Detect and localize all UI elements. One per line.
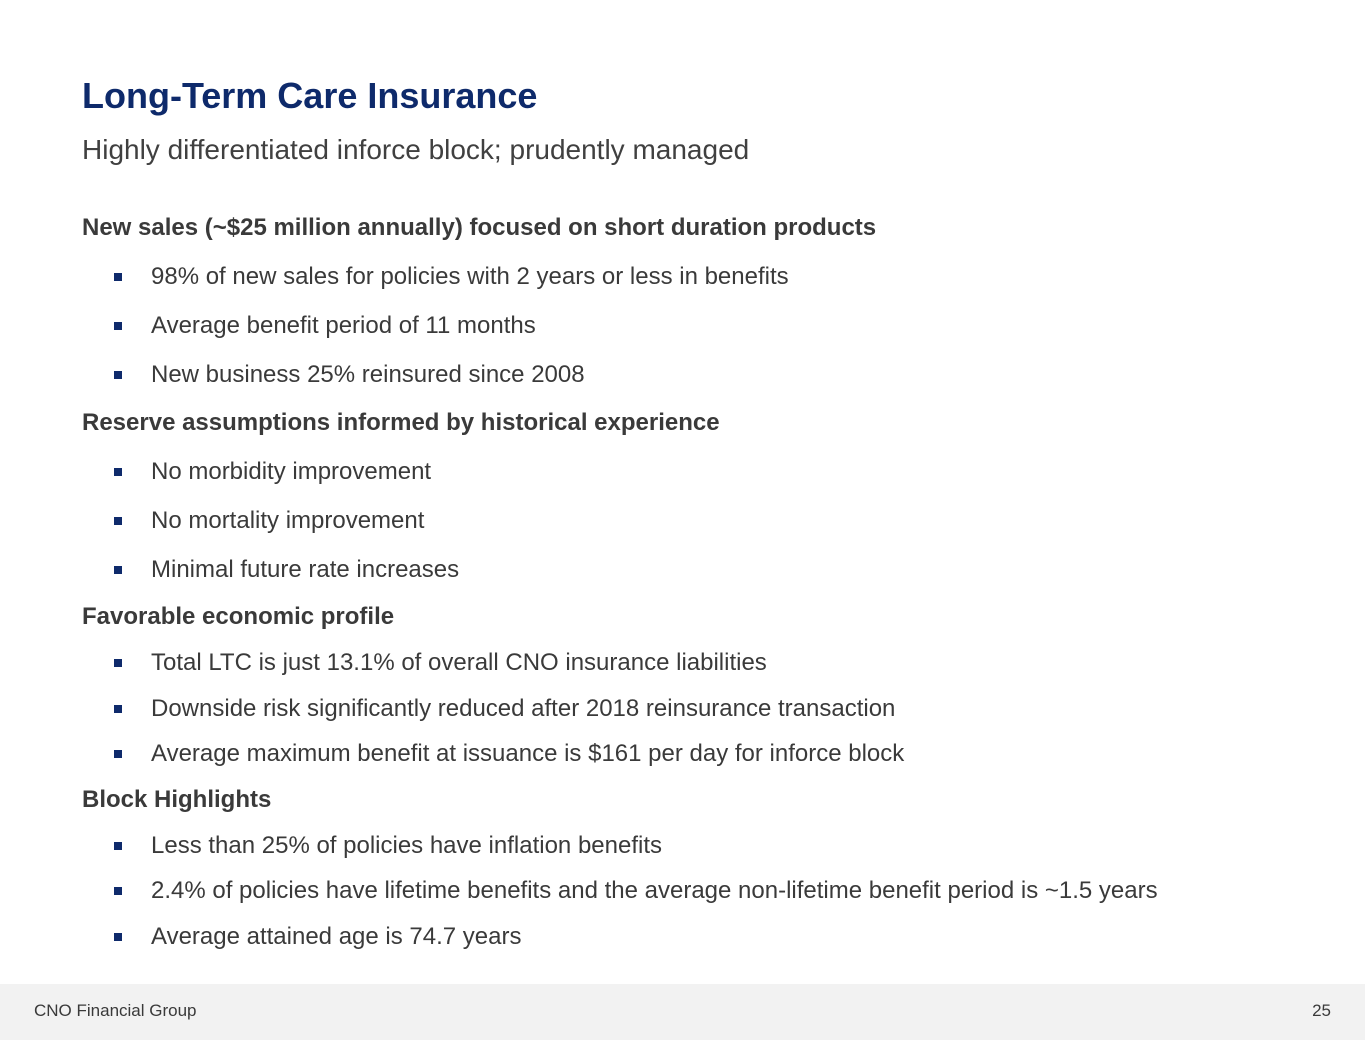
square-bullet-icon bbox=[114, 842, 122, 850]
list-item bbox=[114, 694, 895, 724]
page-number: 25 bbox=[1312, 1001, 1331, 1020]
square-bullet-icon bbox=[114, 705, 122, 713]
footer-bar bbox=[0, 984, 1365, 1040]
list-item-text: 98% of new sales for policies with 2 years or less in benefits bbox=[151, 263, 789, 290]
list-item-text: Downside risk significantly reduced after 2018 reinsurance transaction bbox=[151, 695, 896, 722]
square-bullet-icon bbox=[114, 750, 122, 758]
list-item bbox=[114, 739, 904, 769]
square-bullet-icon bbox=[114, 468, 122, 476]
list-item-text: 2.4% of policies have lifetime benefits and the average non-lifetime benefit period is ~1.5 years bbox=[151, 877, 1158, 904]
list-item bbox=[114, 457, 431, 487]
list-item bbox=[114, 831, 662, 861]
section-heading-new-sales: New sales (~$25 million annually) focused on short duration products bbox=[82, 214, 877, 241]
square-bullet-icon bbox=[114, 371, 122, 379]
square-bullet-icon bbox=[114, 517, 122, 525]
list-item-text: No mortality improvement bbox=[151, 507, 425, 534]
list-item bbox=[114, 648, 767, 678]
list-item-text: No morbidity improvement bbox=[151, 458, 432, 485]
section-heading-reserve-assumptions: Reserve assumptions informed by historical experience bbox=[82, 409, 720, 436]
footer-company-name: CNO Financial Group bbox=[34, 1001, 197, 1020]
list-item-text: Minimal future rate increases bbox=[151, 556, 460, 583]
list-item-text: Total LTC is just 13.1% of overall CNO insurance liabilities bbox=[151, 649, 767, 676]
slide-subtitle: Highly differentiated inforce block; prudently managed bbox=[82, 134, 750, 165]
square-bullet-icon bbox=[114, 659, 122, 667]
list-item-text: New business 25% reinsured since 2008 bbox=[151, 361, 585, 388]
square-bullet-icon bbox=[114, 273, 122, 281]
slide-title: Long-Term Care Insurance bbox=[82, 75, 538, 116]
square-bullet-icon bbox=[114, 933, 122, 941]
section-heading-economic-profile: Favorable economic profile bbox=[82, 603, 395, 630]
square-bullet-icon bbox=[114, 322, 122, 330]
list-item bbox=[114, 262, 789, 292]
list-item-text: Average benefit period of 11 months bbox=[151, 312, 536, 339]
section-heading-block-highlights: Block Highlights bbox=[82, 786, 272, 813]
list-item bbox=[114, 555, 459, 585]
list-item bbox=[114, 506, 424, 536]
list-item-text: Less than 25% of policies have inflation benefits bbox=[151, 832, 662, 859]
square-bullet-icon bbox=[114, 566, 122, 574]
list-item-text: Average maximum benefit at issuance is $161 per day for inforce block bbox=[151, 740, 905, 767]
list-item bbox=[114, 922, 521, 952]
list-item bbox=[114, 311, 536, 341]
list-item bbox=[114, 876, 1158, 906]
list-item-text: Average attained age is 74.7 years bbox=[151, 923, 522, 950]
square-bullet-icon bbox=[114, 887, 122, 895]
list-item bbox=[114, 360, 585, 390]
